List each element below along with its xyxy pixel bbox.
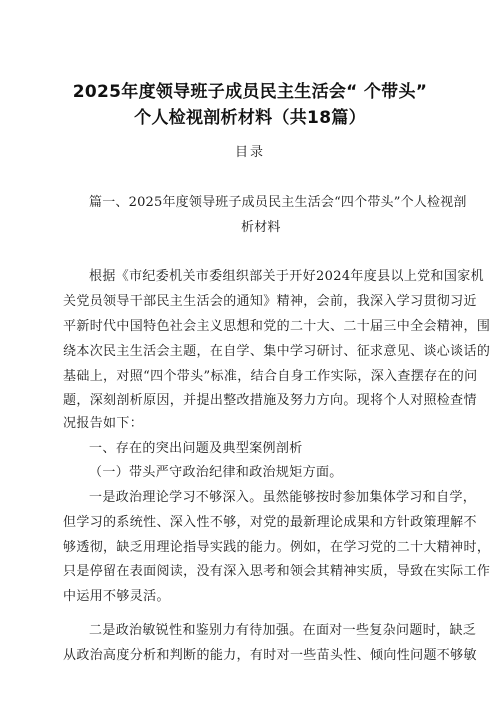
subsection-heading: （一）带头严守政治纪律和政治规矩方面。 (89, 465, 343, 480)
body-line: 况报告如下： (63, 416, 144, 431)
body-line: 一是政治理论学习不够深入。虽然能够按时参加集体学习和自学， (89, 490, 477, 505)
body-line: 二是政治敏锐性和鉴别力有待加强。在面对一些复杂问题时，缺乏 (89, 623, 477, 638)
toc-entry-line-2: 析材料 (241, 220, 281, 235)
body-line: 关党员领导干部民主生活会的通知》精神，会前，我深入学习贯彻习近 (63, 294, 477, 309)
body-line: 只是停留在表面阅读，没有深入思考和领会其精神实质，导致在实际工作 (63, 564, 491, 579)
body-line: 根据《市纪委机关市委组织部关于开好2024年度县以上党和国家机 (89, 269, 484, 284)
document-title-line-1: 2025年度领导班子成员民主生活会“ 个带头” (72, 82, 428, 102)
body-line: 基础上，对照“四个带头”标准，结合自身工作实际，深入查摆存在的问 (63, 369, 478, 384)
section-heading: 一、存在的突出问题及典型案例剖析 (89, 441, 303, 456)
body-line: 但学习的系统性、深入性不够，对党的最新理论成果和方针政策理解不 (63, 515, 477, 530)
body-line: 平新时代中国特色社会主义思想和党的二十大、二十届三中全会精神，围 (63, 319, 491, 334)
toc-entry-line-1: 篇一、2025年度领导班子成员民主生活会“四个带头”个人检视剖 (89, 195, 467, 210)
body-line: 从政治高度分析和判断的能力，有时对一些苗头性、倾向性问题不够敏 (63, 648, 477, 663)
document-title-line-2: 个人检视剖析材料（共18篇） (134, 108, 366, 128)
body-line: 题，深刻剖析原因，并提出整改措施及努力方向。现将个人对照检查情 (63, 393, 477, 408)
toc-heading: 目录 (234, 145, 265, 160)
body-line: 中运用不够灵活。 (63, 589, 170, 604)
body-line: 绕本次民主生活会主题，在自学、集中学习研讨、征求意见、谈心谈话的 (63, 344, 491, 359)
body-line: 够透彻，缺乏用理论指导实践的能力。例如，在学习党的二十大精神时， (63, 540, 491, 555)
